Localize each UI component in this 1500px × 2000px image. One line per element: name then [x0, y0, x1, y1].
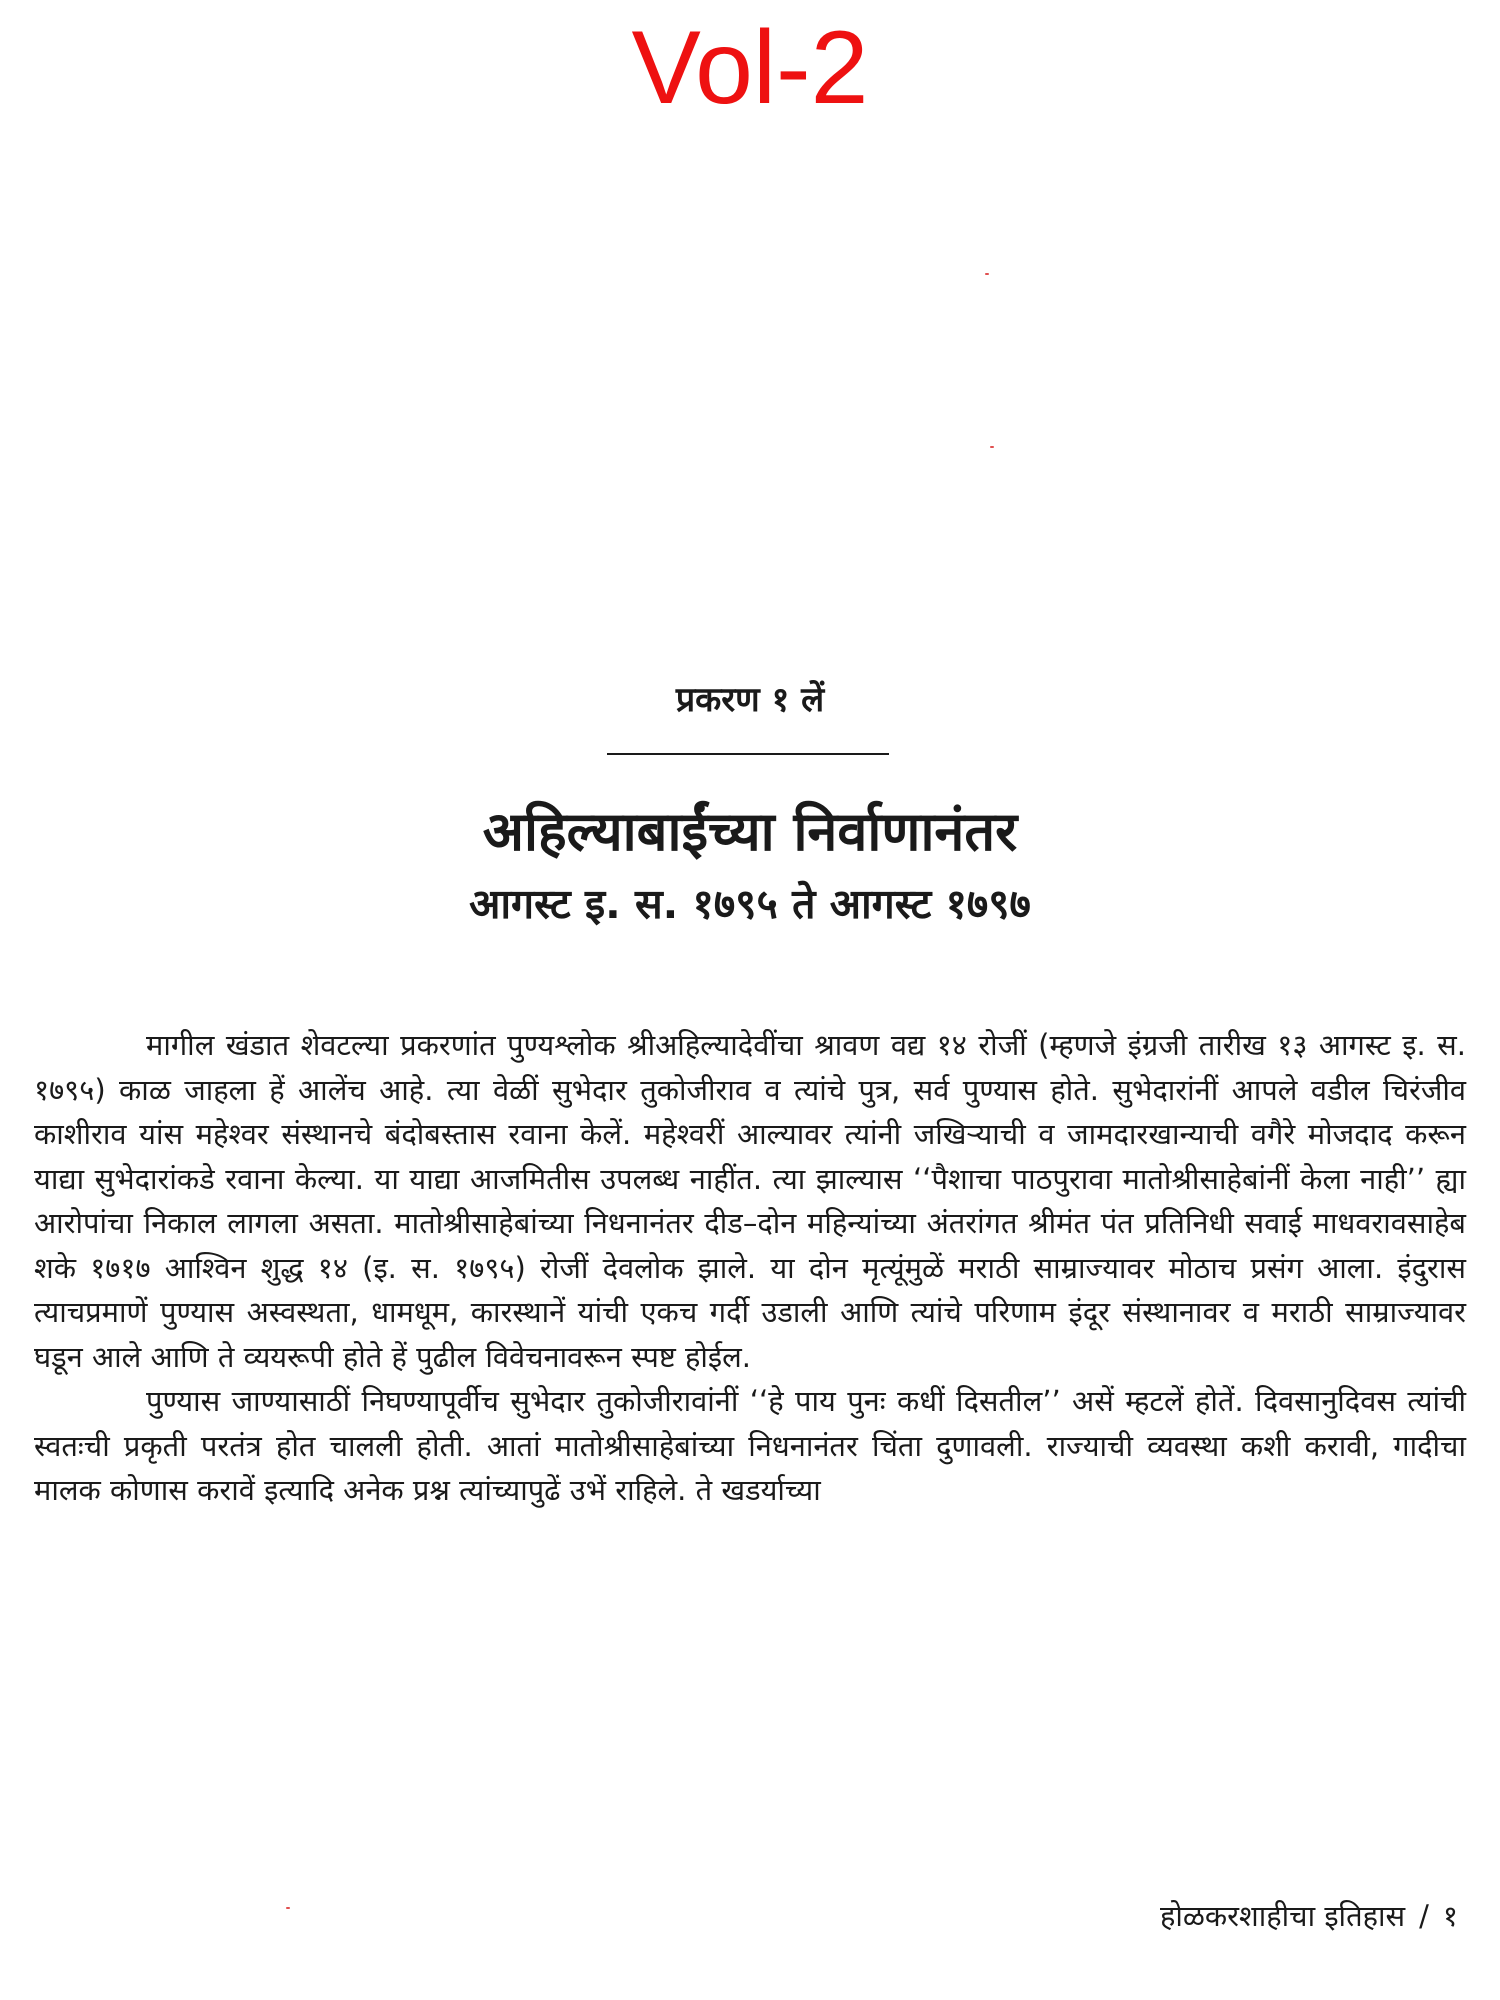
- print-speck: [286, 1907, 290, 1909]
- chapter-subtitle: आगस्ट इ. स. १७९५ ते आगस्ट १७९७: [469, 880, 1031, 928]
- print-speck: [990, 446, 994, 448]
- print-speck: [985, 273, 989, 275]
- footer-page-number: १: [1442, 1899, 1458, 1933]
- chapter-title: अहिल्याबाईंच्या निर्वाणानंतर: [482, 800, 1018, 863]
- footer-separator: /: [1419, 1899, 1429, 1933]
- body-text: [34, 1023, 1466, 1513]
- paragraph: पुण्यास जाण्यासाठीं निघण्यापूर्वीच सुभेदार तुकोजीरावांनीं ‘‘हे पाय पुनः कधीं दिसतील’’ असें म्हटलें होतें. दिवसानुदिवस त्यांची स्वतःची प्रकृती परतंत्र होत चालली होती. आतां मातोश्रीसाहेबांच्या निधनानंतर चिंता दुणावली. राज्याची व्यवस्था कशी करावी, गादीचा मालक कोणास करावें इत्यादि अनेक प्रश्न त्यांच्यापुढें उभें राहिले. ते खडर्याच्या: [34, 1384, 1466, 1507]
- paragraph: मागील खंडात शेवटल्या प्रकरणांत पुण्यश्लोक श्रीअहिल्यादेवींचा श्रावण वद्य १४ रोजीं (म्हणजे इंग्रजी तारीख १३ आगस्ट इ. स. १७९५) काळ जाहला हें आलेंच आहे. त्या वेळीं सुभेदार तुकोजीराव व त्यांचे पुत्र, सर्व पुण्यास होते. सुभेदारांनीं आपले वडील चिरंजीव काशीराव यांस महेश्वर संस्थानचे बंदोबस्तास रवाना केलें. महेश्वरीं आल्यावर त्यांनी जखिऱ्याची व जामदारखान्याची वगैरे मोजदाद करून याद्या सुभेदारांकडे रवाना केल्या. या याद्या आजमितीस उपलब्ध नाहींत. त्या झाल्यास ‘‘पैशाचा पाठपुरावा मातोश्रीसाहेबांनीं केला नाही’’ ह्या आरोपांचा निकाल लागला असता. मातोश्रीसाहेबांच्या निधनानंतर दीड–दोन महिन्यांच्या अंतरांगत श्रीमंत पंत प्रतिनिधी सवाई माधवरावसाहेब शके १७१७ आश्विन शुद्ध १४ (इ. स. १७९५) रोजीं देवलोक झाले. या दोन मृत्यूंमुळें मराठी साम्राज्यावर मोठाच प्रसंग आला. इंदुरास त्याचप्रमाणें पुण्यास अस्वस्थता, धामधूम, कारस्थानें यांची एकच गर्दी उडाली आणि त्यांचे परिणाम इंदूर संस्थानावर व मराठी साम्राज्यावर घडून आले आणि ते व्ययरूपी होते हें पुढील विवेचनावरून स्पष्ट होईल.: [34, 1028, 1466, 1374]
- chapter-number: प्रकरण १ लें: [675, 680, 825, 720]
- page-footer: [1160, 1896, 1458, 1936]
- chapter-divider: [607, 753, 889, 755]
- volume-label: Vol-2: [631, 10, 869, 126]
- footer-book-title: होळकरशाहीचा इतिहास: [1159, 1899, 1406, 1933]
